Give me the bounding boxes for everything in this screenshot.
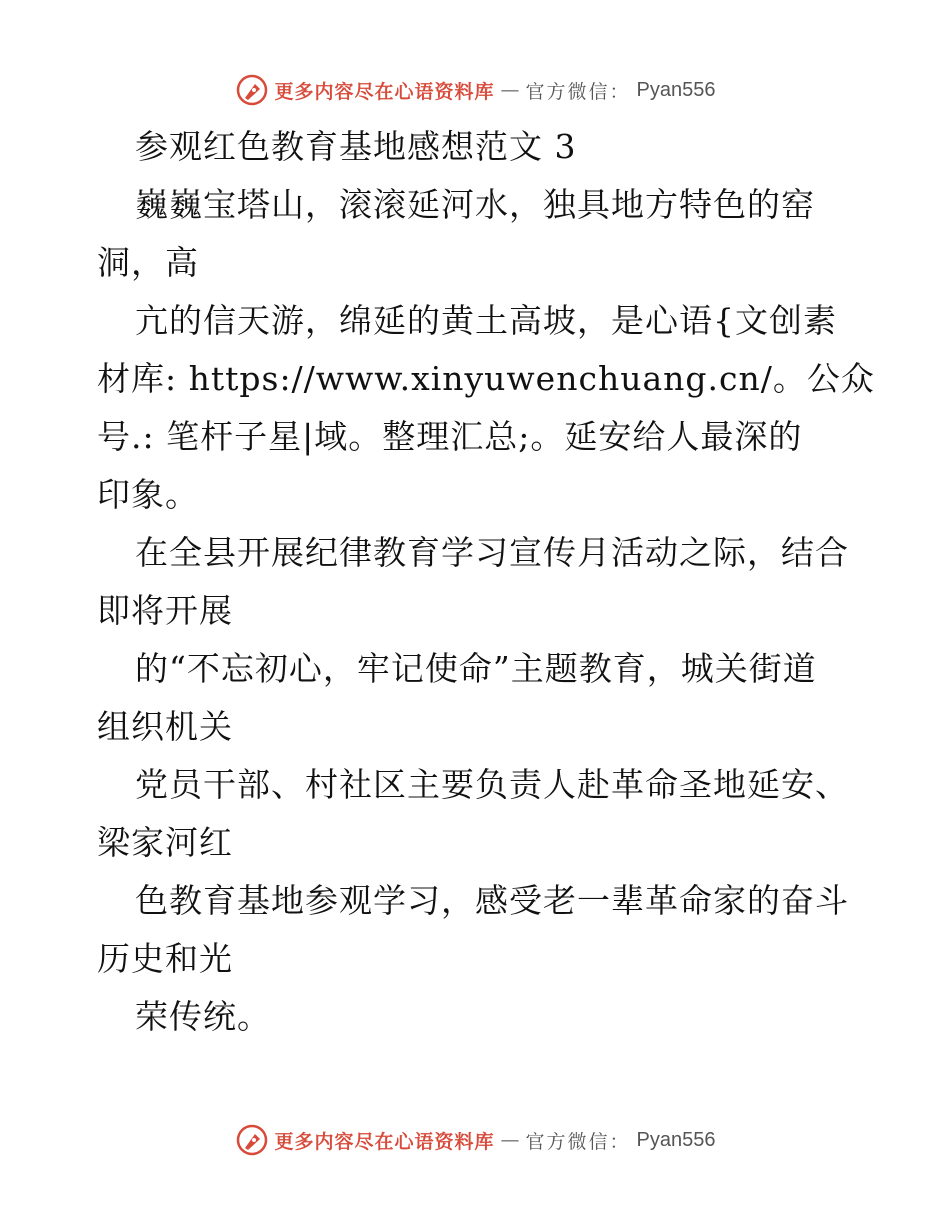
text-line: 洞，高 <box>97 243 199 282</box>
text-line: 历史和光 <box>97 939 233 978</box>
text-line: 党员干部、村社区主要负责人赴革命圣地延安、 <box>135 765 849 804</box>
header-banner <box>0 70 950 110</box>
pen-nib-icon <box>235 73 269 107</box>
text-line: 的“不忘初心，牢记使命”主题教育，城关街道 <box>135 649 817 688</box>
banner-text: 更多内容尽在心语资料库 <box>274 80 495 103</box>
banner-wechat-label: 官方微信： <box>525 80 631 103</box>
banner-dash: — <box>500 1129 520 1151</box>
text-line: 色教育基地参观学习，感受老一辈革命家的奋斗 <box>135 881 849 920</box>
text-line: 亢的信天游，绵延的黄土高坡，是心语{文创素 <box>135 301 837 340</box>
text-line: 印象。 <box>97 475 199 514</box>
pen-nib-icon <box>235 1123 269 1157</box>
banner-wechat-label: 官方微信： <box>525 1130 631 1153</box>
text-line: 荣传统。 <box>135 997 271 1036</box>
text-line: 梁家河红 <box>97 823 233 862</box>
text-line: 在全县开展纪律教育学习宣传月活动之际，结合 <box>135 533 849 572</box>
banner-text: 更多内容尽在心语资料库 <box>274 1130 495 1153</box>
text-line: 材库: https://www.xinyuwenchuang.cn/。公众 <box>97 359 875 398</box>
text-line: 号.: 笔杆子星|域。整理汇总;。延安给人最深的 <box>97 417 803 456</box>
banner-dash: — <box>500 79 520 101</box>
banner-wechat-id: Pyan556 <box>636 1128 716 1151</box>
text-line: 组织机关 <box>97 707 233 746</box>
document-body <box>97 118 875 1046</box>
document-title: 参观红色教育基地感想范文 3 <box>135 127 577 166</box>
text-line: 巍巍宝塔山，滚滚延河水，独具地方特色的窑 <box>135 185 815 224</box>
banner-wechat-id: Pyan556 <box>636 78 716 101</box>
text-line: 即将开展 <box>97 591 233 630</box>
footer-banner <box>0 1120 950 1160</box>
